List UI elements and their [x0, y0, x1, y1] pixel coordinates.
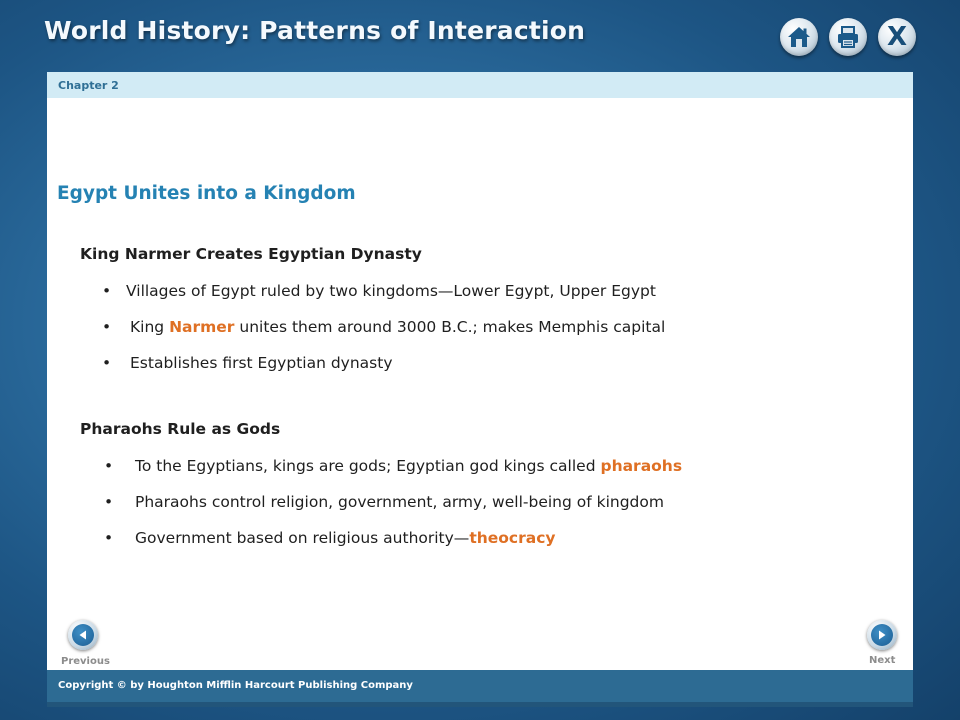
- bullet-text: To the Egyptians, kings are gods; Egyptian god kings called pharaohs: [135, 457, 683, 475]
- print-icon: [836, 25, 860, 49]
- bullet-marker: •: [104, 457, 114, 475]
- previous-button[interactable]: [68, 620, 98, 650]
- footer-copyright: Copyright © by Houghton Mifflin Harcourt Publishing Company: [47, 670, 913, 702]
- key-term: pharaohs: [600, 457, 683, 475]
- print-button[interactable]: [829, 18, 867, 56]
- bullet-text: King Narmer unites them around 3000 B.C.; makes Memphis capital: [130, 318, 666, 336]
- previous-label[interactable]: Previous: [61, 656, 110, 667]
- footer-divider: [47, 702, 913, 707]
- chapter-label: Chapter 2: [47, 72, 913, 98]
- bullet-marker: •: [102, 318, 112, 336]
- toolbar: [780, 18, 916, 56]
- app-title: World History: Patterns of Interaction: [44, 16, 586, 45]
- bullet-text: Establishes first Egyptian dynasty: [130, 354, 393, 372]
- home-icon: [786, 25, 812, 49]
- key-term: theocracy: [469, 529, 556, 547]
- bullet-marker: •: [102, 354, 112, 372]
- home-button[interactable]: [780, 18, 818, 56]
- bullet-text: Villages of Egypt ruled by two kingdoms—Lower Egypt, Upper Egypt: [126, 282, 656, 300]
- section-heading: Pharaohs Rule as Gods: [80, 420, 281, 438]
- bullet-text: Government based on religious authority—theocracy: [135, 529, 556, 547]
- key-term: Narmer: [169, 318, 235, 336]
- bullet-marker: •: [102, 282, 112, 300]
- close-icon: X: [886, 22, 908, 52]
- bullet-marker: •: [104, 493, 114, 511]
- section-heading: King Narmer Creates Egyptian Dynasty: [80, 245, 422, 263]
- arrow-right-icon: [876, 629, 888, 641]
- bullet-marker: •: [104, 529, 114, 547]
- arrow-left-icon: [77, 629, 89, 641]
- next-button[interactable]: [867, 620, 897, 650]
- slide-title: Egypt Unites into a Kingdom: [57, 183, 356, 204]
- close-button[interactable]: [878, 18, 916, 56]
- slide-content: [47, 72, 913, 670]
- bullet-text: Pharaohs control religion, government, army, well-being of kingdom: [135, 493, 664, 511]
- next-label[interactable]: Next: [869, 655, 896, 666]
